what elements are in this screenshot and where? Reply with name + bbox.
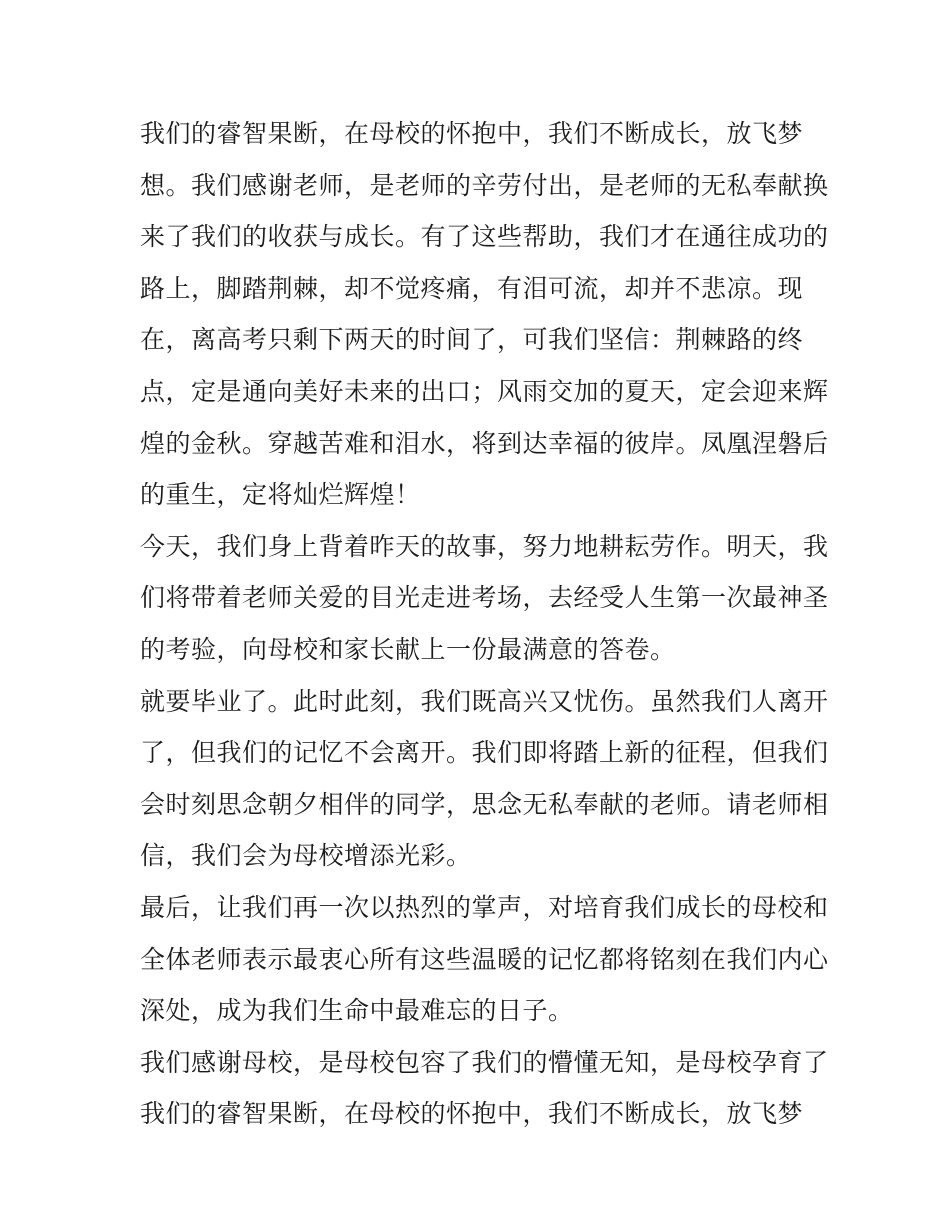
- text-line: 最后，让我们再一次以热烈的掌声，对培育我们成长的母校和: [140, 892, 829, 922]
- text-line: 们将带着老师关爱的目光走进考场，去经受人生第一次最神圣: [140, 583, 829, 613]
- text-line: 路上，脚踏荆棘，却不觉疼痛，有泪可流，却并不悲凉。现: [140, 273, 804, 303]
- text-line: 的重生，定将灿烂辉煌！: [140, 480, 421, 510]
- text-line: 我们的睿智果断，在母校的怀抱中，我们不断成长，放飞梦: [140, 1099, 804, 1129]
- text-line: 信，我们会为母校增添光彩。: [140, 841, 472, 871]
- text-line: 的考验，向母校和家长献上一份最满意的答卷。: [140, 634, 676, 664]
- text-line: 我们的睿智果断，在母校的怀抱中，我们不断成长，放飞梦: [140, 119, 804, 148]
- text-line: 会时刻思念朝夕相伴的同学，思念无私奉献的老师。请老师相: [140, 789, 829, 819]
- text-line: 我们感谢母校，是母校包容了我们的懵懂无知，是母校孕育了: [140, 1047, 829, 1077]
- text-line: 点，定是通向美好未来的出口；风雨交加的夏天，定会迎来辉: [140, 376, 829, 406]
- text-line: 来了我们的收获与成长。有了这些帮助，我们才在通往成功的: [140, 222, 829, 252]
- text-line: 了，但我们的记忆不会离开。我们即将踏上新的征程，但我们: [140, 738, 829, 768]
- text-line: 就要毕业了。此时此刻，我们既高兴又忧伤。虽然我们人离开: [140, 686, 829, 716]
- document-body: [140, 108, 829, 1140]
- text-line: 煌的金秋。穿越苦难和泪水，将到达幸福的彼岸。凤凰涅磐后: [140, 428, 829, 458]
- text-line: 深处，成为我们生命中最难忘的日子。: [140, 996, 574, 1026]
- text-line: 全体老师表示最衷心所有这些温暖的记忆都将铭刻在我们内心: [140, 944, 829, 974]
- text-line: 今天，我们身上背着昨天的故事，努力地耕耘劳作。明天，我: [140, 531, 829, 561]
- text-line: 在，离高考只剩下两天的时间了，可我们坚信：荆棘路的终: [140, 325, 804, 355]
- text-line: 想。我们感谢老师，是老师的辛劳付出，是老师的无私奉献换: [140, 170, 829, 200]
